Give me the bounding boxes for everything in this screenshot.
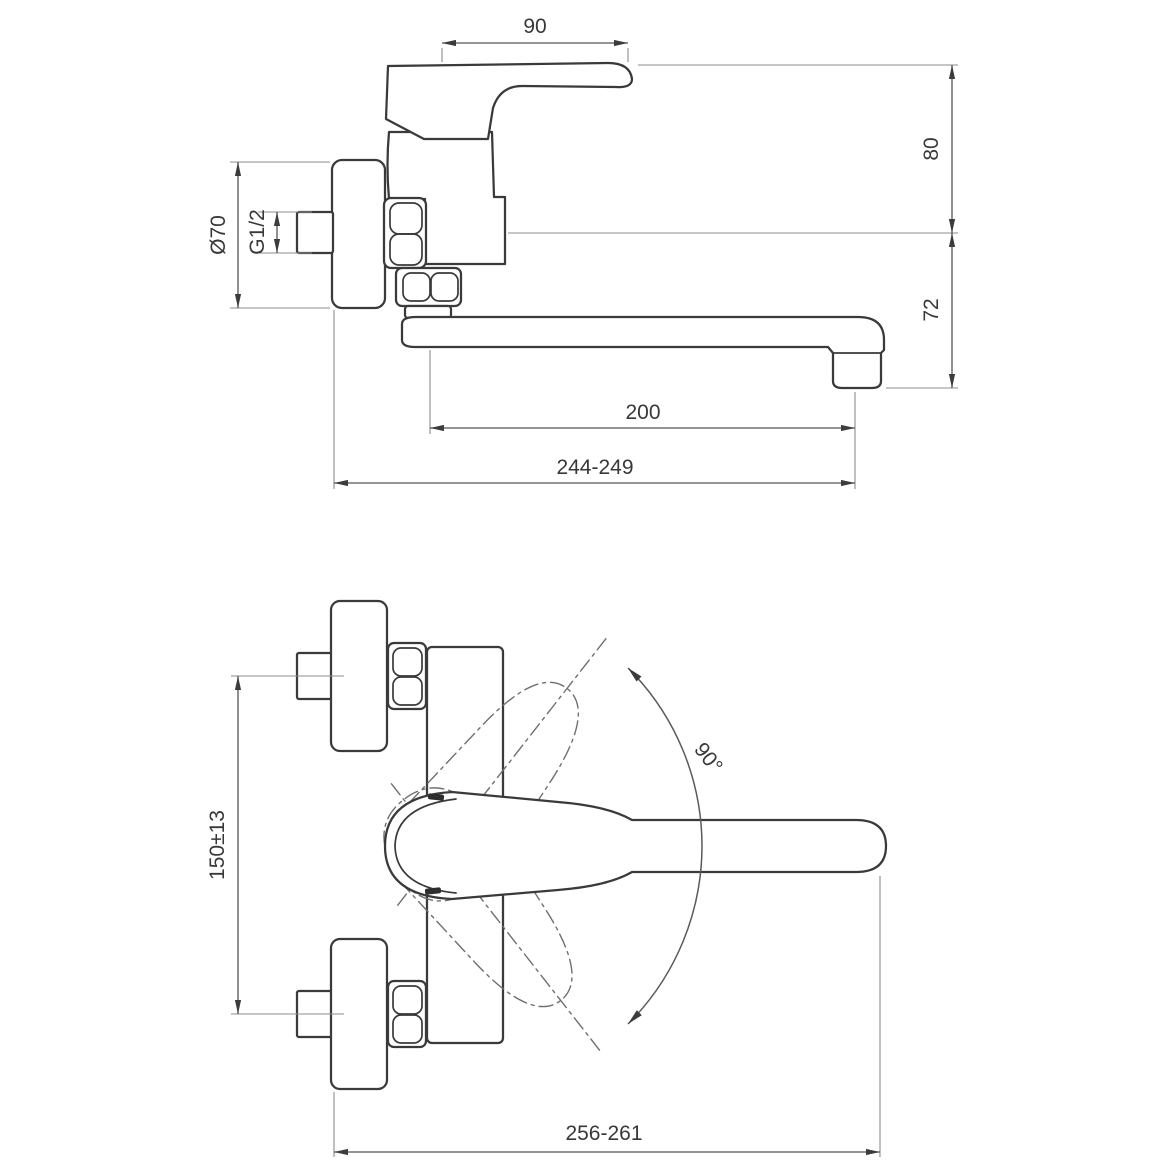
- side-view: [207, 15, 958, 489]
- dim-spout-reach: [430, 350, 855, 489]
- inlet-thread-side: [297, 212, 333, 253]
- wall-flange-side: [332, 160, 385, 308]
- dim-inlet-spacing: [206, 676, 344, 1014]
- spout-side: [402, 317, 884, 388]
- dim-label-overall-width: 256-261: [565, 1122, 643, 1145]
- dim-label-wall-to-outlet: 244-249: [556, 456, 634, 479]
- dim-label-spout-drop: 72: [920, 298, 943, 322]
- dim-label-spout-reach: 200: [625, 401, 661, 424]
- dim-label-swivel-angle: 90°: [689, 738, 727, 778]
- dim-label-body-height: 80: [920, 137, 943, 161]
- dim-label-connection-thread: G1/2: [246, 209, 269, 255]
- dim-handle-length: [442, 15, 628, 62]
- lever-handle-side: [386, 63, 632, 139]
- dim-label-inlet-spacing: 150±13: [206, 810, 229, 880]
- dim-label-flange-diameter: Ø70: [207, 215, 230, 255]
- dim-label-handle-length: 90: [523, 15, 547, 38]
- lever-handle-front: [385, 792, 886, 899]
- side-view-faucet: [297, 63, 884, 388]
- front-view-faucet: [297, 601, 886, 1089]
- front-view: [206, 601, 886, 1157]
